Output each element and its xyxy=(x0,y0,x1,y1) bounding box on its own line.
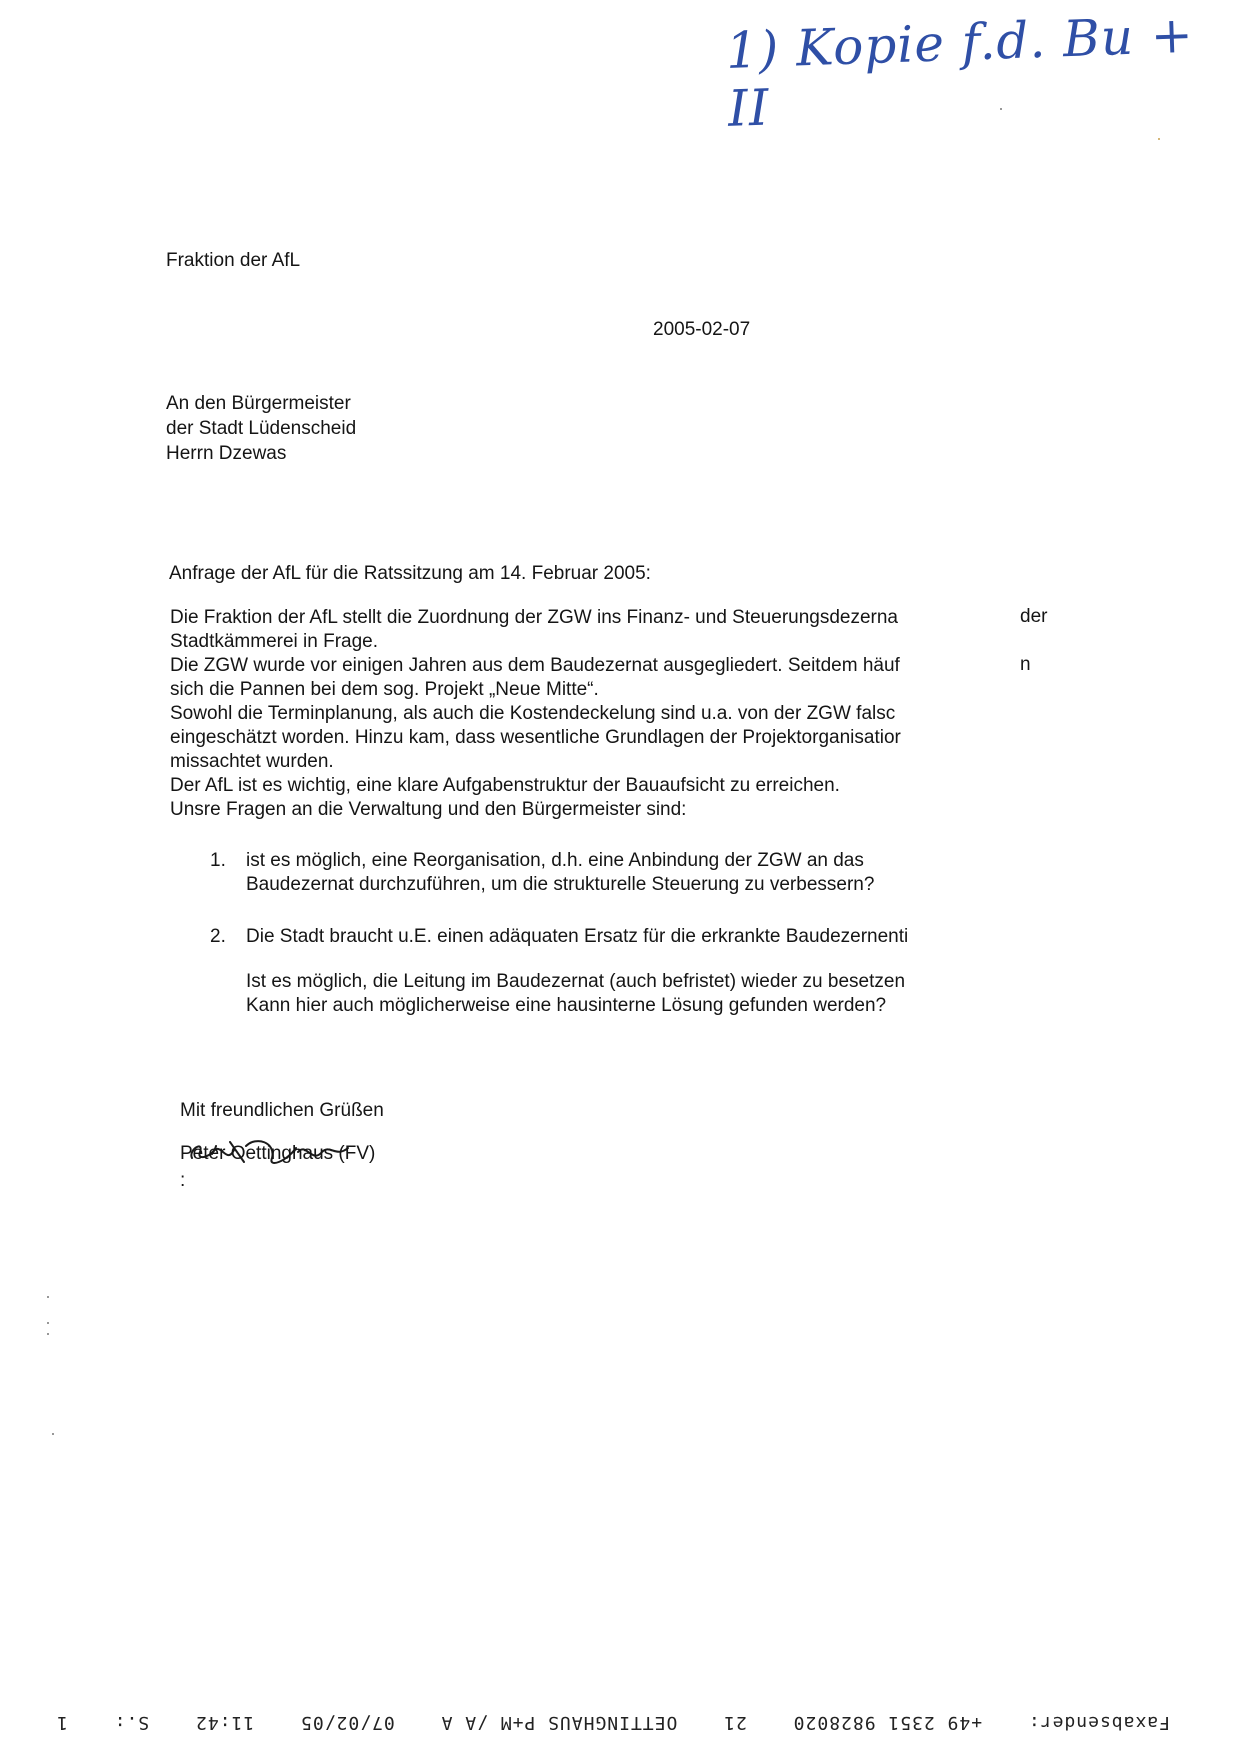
fax-footer xyxy=(55,1712,1170,1733)
speck xyxy=(47,1296,49,1298)
recipient-line-2: der Stadt Lüdenscheid xyxy=(166,418,357,439)
fax-company: OETTINGHAUS P+M /A A xyxy=(440,1712,678,1733)
body-line-fragment: n xyxy=(1020,654,1031,675)
body-line: Die ZGW wurde vor einigen Jahren aus dem Baudezernat ausgegliedert. Seitdem häuf xyxy=(170,655,900,676)
question-text: Baudezernat durchzuführen, um die strukturelle Steuerung zu verbessern? xyxy=(246,874,875,895)
fax-time: 11:42 xyxy=(195,1712,255,1733)
sender-line: Fraktion der AfL xyxy=(166,250,301,271)
body-line-fragment: der xyxy=(1020,606,1048,627)
fax-code: 21 xyxy=(723,1712,747,1733)
letter-date: 2005-02-07 xyxy=(653,319,751,340)
body-line: missachtet wurden. xyxy=(170,751,334,772)
fax-date: 07/02/05 xyxy=(300,1712,395,1733)
fax-page: 1 xyxy=(55,1712,68,1733)
speck xyxy=(1158,138,1160,140)
fax-page-label: S.: xyxy=(113,1712,150,1733)
body-line: Der AfL ist es wichtig, eine klare Aufgabenstruktur der Bauaufsicht zu erreichen. xyxy=(170,775,840,796)
closing-line: Mit freundlichen Grüßen xyxy=(180,1100,384,1121)
handwritten-note: 1) Kopie f.d. Bu + II xyxy=(725,5,1195,138)
body-line: Sowohl die Terminplanung, als auch die Kostendeckelung sind u.a. von der ZGW falsc xyxy=(170,703,896,724)
recipient-line-1: An den Bürgermeister xyxy=(166,393,351,414)
body-line: Unsre Fragen an die Verwaltung und den Bürgermeister sind: xyxy=(170,799,687,820)
body-line: Stadtkämmerei in Frage. xyxy=(170,631,379,652)
recipient-line-3: Herrn Dzewas xyxy=(166,443,287,464)
question-item xyxy=(210,925,908,949)
question-text: Ist es möglich, die Leitung im Baudezernat (auch befristet) wieder zu besetzen xyxy=(246,971,906,992)
signature-name: Peter Oettinghaus (FV) xyxy=(180,1143,376,1164)
subject-line: Anfrage der AfL für die Ratssitzung am 14. Februar 2005: xyxy=(169,563,651,584)
question-item xyxy=(210,849,908,897)
fax-number: +49 2351 9828020 xyxy=(792,1712,983,1733)
body-line: eingeschätzt worden. Hinzu kam, dass wesentliche Grundlagen der Projektorganisatior xyxy=(170,727,901,748)
colon-mark: : xyxy=(180,1170,186,1191)
speck xyxy=(47,1333,49,1335)
question-text: Die Stadt braucht u.E. einen adäquaten Ersatz für die erkrankte Baudezernenti xyxy=(246,926,909,947)
question-text: ist es möglich, eine Reorganisation, d.h. eine Anbindung der ZGW an das xyxy=(246,850,864,871)
question-number: 1. xyxy=(210,850,226,871)
speck xyxy=(52,1433,54,1435)
body-line: Die Fraktion der AfL stellt die Zuordnung der ZGW ins Finanz- und Steuerungsdezerna xyxy=(170,607,899,628)
speck xyxy=(1000,108,1002,110)
body-paragraph xyxy=(170,606,1050,822)
question-followup xyxy=(246,970,905,1018)
question-list xyxy=(210,849,908,977)
speck xyxy=(47,1322,49,1324)
question-text: Kann hier auch möglicherweise eine hausinterne Lösung gefunden werden? xyxy=(246,995,887,1016)
question-number: 2. xyxy=(210,926,226,947)
fax-sender-label: Faxabsender: xyxy=(1027,1712,1170,1733)
body-line: sich die Pannen bei dem sog. Projekt „Neue Mitte“. xyxy=(170,679,599,700)
